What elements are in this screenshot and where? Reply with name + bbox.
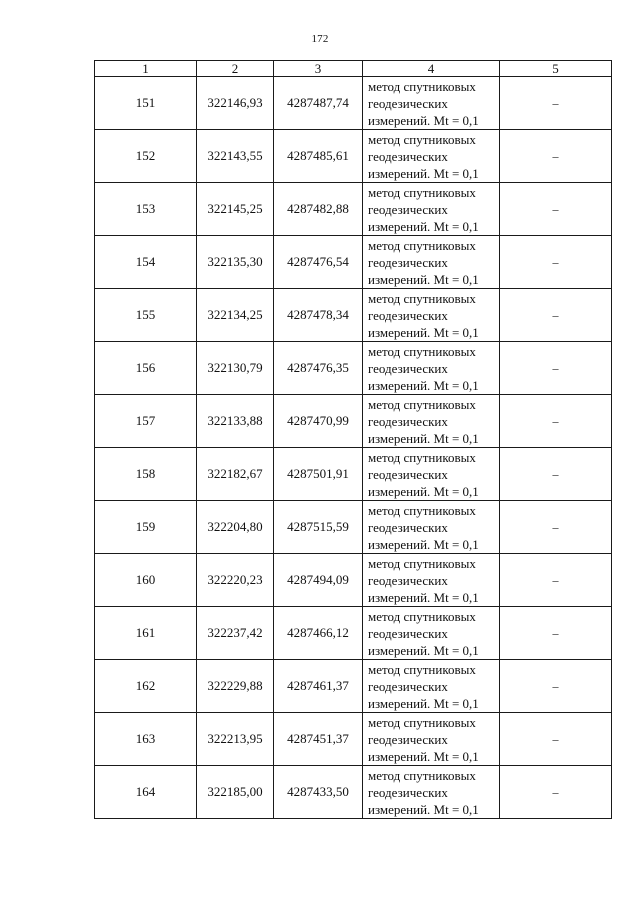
point-number-cell: 161	[95, 607, 197, 660]
note-cell: –	[500, 289, 612, 342]
point-number-cell: 163	[95, 713, 197, 766]
y-coordinate-cell: 4287433,50	[274, 766, 363, 819]
column-header-5: 5	[500, 61, 612, 77]
method-cell: метод спутниковых геодезических измерений. Mt = 0,1	[363, 183, 500, 236]
method-cell: метод спутниковых геодезических измерений. Mt = 0,1	[363, 660, 500, 713]
table-row	[95, 130, 612, 183]
method-cell: метод спутниковых геодезических измерений. Mt = 0,1	[363, 77, 500, 130]
note-cell: –	[500, 236, 612, 289]
x-coordinate-cell: 322237,42	[197, 607, 274, 660]
x-coordinate-cell: 322185,00	[197, 766, 274, 819]
x-coordinate-cell: 322130,79	[197, 342, 274, 395]
x-coordinate-cell: 322135,30	[197, 236, 274, 289]
note-cell: –	[500, 501, 612, 554]
x-coordinate-cell: 322213,95	[197, 713, 274, 766]
point-number-cell: 155	[95, 289, 197, 342]
column-header-3: 3	[274, 61, 363, 77]
table-row	[95, 766, 612, 819]
table-body	[95, 77, 612, 819]
page-number: 172	[311, 33, 329, 45]
column-header-2: 2	[197, 61, 274, 77]
note-cell: –	[500, 448, 612, 501]
note-cell: –	[500, 554, 612, 607]
y-coordinate-cell: 4287466,12	[274, 607, 363, 660]
table-row	[95, 501, 612, 554]
y-coordinate-cell: 4287476,35	[274, 342, 363, 395]
point-number-cell: 152	[95, 130, 197, 183]
method-cell: метод спутниковых геодезических измерений. Mt = 0,1	[363, 501, 500, 554]
column-header-4: 4	[363, 61, 500, 77]
method-cell: метод спутниковых геодезических измерений. Mt = 0,1	[363, 448, 500, 501]
table-row	[95, 183, 612, 236]
method-cell: метод спутниковых геодезических измерений. Mt = 0,1	[363, 236, 500, 289]
coordinates-table	[94, 60, 612, 819]
point-number-cell: 160	[95, 554, 197, 607]
table-row	[95, 77, 612, 130]
x-coordinate-cell: 322220,23	[197, 554, 274, 607]
method-cell: метод спутниковых геодезических измерений. Mt = 0,1	[363, 342, 500, 395]
x-coordinate-cell: 322182,67	[197, 448, 274, 501]
column-header-1: 1	[95, 61, 197, 77]
method-cell: метод спутниковых геодезических измерений. Mt = 0,1	[363, 289, 500, 342]
table-row	[95, 342, 612, 395]
y-coordinate-cell: 4287470,99	[274, 395, 363, 448]
y-coordinate-cell: 4287451,37	[274, 713, 363, 766]
table-header	[95, 61, 612, 77]
table-row	[95, 448, 612, 501]
point-number-cell: 162	[95, 660, 197, 713]
note-cell: –	[500, 130, 612, 183]
table-row	[95, 395, 612, 448]
method-cell: метод спутниковых геодезических измерений. Mt = 0,1	[363, 554, 500, 607]
header-row	[95, 61, 612, 77]
y-coordinate-cell: 4287476,54	[274, 236, 363, 289]
note-cell: –	[500, 713, 612, 766]
point-number-cell: 164	[95, 766, 197, 819]
y-coordinate-cell: 4287515,59	[274, 501, 363, 554]
note-cell: –	[500, 183, 612, 236]
table-row	[95, 660, 612, 713]
table-row	[95, 289, 612, 342]
method-cell: метод спутниковых геодезических измерений. Mt = 0,1	[363, 607, 500, 660]
x-coordinate-cell: 322134,25	[197, 289, 274, 342]
y-coordinate-cell: 4287494,09	[274, 554, 363, 607]
note-cell: –	[500, 77, 612, 130]
method-cell: метод спутниковых геодезических измерений. Mt = 0,1	[363, 130, 500, 183]
x-coordinate-cell: 322143,55	[197, 130, 274, 183]
x-coordinate-cell: 322204,80	[197, 501, 274, 554]
y-coordinate-cell: 4287487,74	[274, 77, 363, 130]
note-cell: –	[500, 660, 612, 713]
x-coordinate-cell: 322145,25	[197, 183, 274, 236]
note-cell: –	[500, 342, 612, 395]
table-row	[95, 713, 612, 766]
point-number-cell: 153	[95, 183, 197, 236]
point-number-cell: 151	[95, 77, 197, 130]
table-row	[95, 607, 612, 660]
table-row	[95, 236, 612, 289]
point-number-cell: 156	[95, 342, 197, 395]
y-coordinate-cell: 4287485,61	[274, 130, 363, 183]
y-coordinate-cell: 4287482,88	[274, 183, 363, 236]
note-cell: –	[500, 766, 612, 819]
x-coordinate-cell: 322229,88	[197, 660, 274, 713]
y-coordinate-cell: 4287501,91	[274, 448, 363, 501]
x-coordinate-cell: 322133,88	[197, 395, 274, 448]
x-coordinate-cell: 322146,93	[197, 77, 274, 130]
method-cell: метод спутниковых геодезических измерений. Mt = 0,1	[363, 395, 500, 448]
table-row	[95, 554, 612, 607]
y-coordinate-cell: 4287478,34	[274, 289, 363, 342]
y-coordinate-cell: 4287461,37	[274, 660, 363, 713]
point-number-cell: 159	[95, 501, 197, 554]
point-number-cell: 157	[95, 395, 197, 448]
point-number-cell: 154	[95, 236, 197, 289]
note-cell: –	[500, 395, 612, 448]
note-cell: –	[500, 607, 612, 660]
point-number-cell: 158	[95, 448, 197, 501]
method-cell: метод спутниковых геодезических измерений. Mt = 0,1	[363, 713, 500, 766]
method-cell: метод спутниковых геодезических измерений. Mt = 0,1	[363, 766, 500, 819]
